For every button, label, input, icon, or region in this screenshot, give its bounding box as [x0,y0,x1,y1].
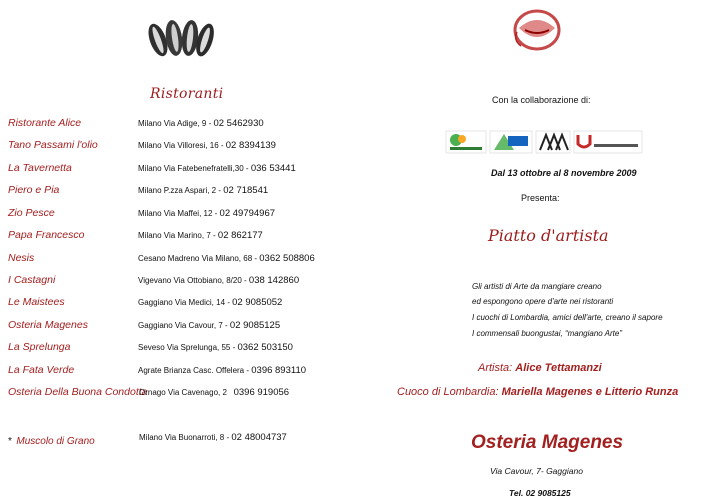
address-text: Milano Via Marino, 7 - [138,231,216,240]
phone-number: 02 5462930 [213,118,264,129]
restaurant-name: Nesis [8,252,35,264]
list-item [8,364,338,380]
description-line: I commensali buongustai, “mangiano Arte” [472,329,622,338]
lombardia-logo [446,131,486,153]
description-line: Gli artisti di Arte da mangiare creano [472,282,602,291]
restaurant-name: Zio Pesce [8,207,55,219]
venue-phone: Tel. 02 9085125 [509,488,571,498]
restaurant-name: Muscolo di Grano [16,436,95,447]
restaurant-name: Le Maistees [8,296,65,308]
address-text: Milano Via Adige, 9 - [138,119,212,128]
restaurant-name: Osteria Magenes [8,319,88,331]
list-item [8,117,338,133]
address-text: Milano Via Fatebenefratelli,30 - [138,164,249,173]
restaurant-name: Ristorante Alice [8,117,82,129]
phone-number: 0396 919056 [233,387,290,398]
event-dates: Dal 13 ottobre al 8 novembre 2009 [491,168,637,178]
phone-number: 02 49794967 [219,208,276,219]
list-item [8,386,338,402]
restaurant-name: Osteria Della Buona Condotta [8,386,148,398]
phone-number: 036 53441 [250,163,296,174]
artist-line [478,362,602,374]
phone-number: 02 8394139 [225,140,276,151]
restaurant-name: I Castagni [8,274,56,286]
phone-number: 0362 503150 [237,342,293,353]
list-item [8,252,338,268]
venue-name: Osteria Magenes [471,432,624,453]
restaurant-name: Piero e Pia [8,184,60,196]
restaurant-address [138,253,315,264]
ama-logo [536,131,570,153]
restaurant-name: Papa Francesco [8,229,85,241]
restaurant-address [138,342,293,353]
list-item [8,319,338,335]
venue-address: Via Cavour, 7- Gaggiano [490,466,583,476]
phone-number: 02 718541 [223,185,269,196]
list-item [8,274,338,290]
asterisk-marker: * [8,436,12,447]
restaurant-address [138,365,306,376]
seeds-image [142,14,222,62]
restaurant-address [138,297,282,308]
restaurant-name: La Tavernetta [8,162,72,174]
address-text: Gaggiano Via Cavour, 7 - [138,321,228,330]
restaurant-name: Tano Passami l'olio [8,139,98,151]
chef-names: Mariella Magenes e Litterio Runza [501,386,679,398]
address-text: Milano Via Buonarroti, 8 - [139,433,230,442]
restaurant-address [138,185,268,196]
societa-umanitaria-logo [574,131,642,153]
chef-line [397,386,678,398]
phone-number: 02 9085125 [229,320,281,331]
description-line: I cuochi di Lombardia, amici dell'arte, creano il sapore [472,313,663,322]
restaurant-name: La Sprelunga [8,341,71,353]
arte-da-mangiare-logo [505,6,569,56]
list-item [8,184,338,200]
address-text: Seveso Via Sprelunga, 55 - [138,343,236,352]
phone-number: 02 9085052 [232,297,283,308]
list-item [8,162,338,178]
list-item [8,139,338,155]
restaurant-address [138,118,264,129]
artist-label: Artista: [478,362,513,374]
address-text: Milano Via Villoresi, 16 - [138,141,224,150]
partner-logos [444,130,644,154]
asl-logo [490,131,532,153]
phone-number: 0362 508806 [259,253,315,264]
address-text: Cesano Madreno Via Milano, 68 - [138,254,258,263]
description-line: ed espongono opere d'arte nei ristoranti [472,297,614,306]
list-item [8,296,338,312]
list-item [8,207,338,223]
address-text: Agrate Brianza Casc. Offelera - [138,366,250,375]
phone-number: 02 862177 [217,230,263,241]
restaurant-address [138,230,263,241]
presents-text: Presenta: [521,193,560,203]
collaboration-text: Con la collaborazione di: [492,95,591,105]
phone-number: 0396 893110 [251,365,307,376]
phone-number: 038 142860 [248,275,300,286]
artist-name: Alice Tettamanzi [515,362,602,374]
address-text: Milano P.zza Aspari, 2 - [138,186,222,195]
list-item [8,341,338,357]
address-text: Ornago Via Cavenago, 2 [139,388,227,397]
restaurant-address [138,163,296,174]
address-text: Milano Via Maffei, 12 - [138,209,218,218]
restaurant-address [139,387,289,398]
address-text: Gaggiano Via Medici, 14 - [138,298,230,307]
restaurant-address [138,140,276,151]
restaurant-address [138,275,299,286]
phone-number: 02 48004737 [231,432,287,443]
restaurant-address [139,432,287,443]
address-text: Vigevano Via Ottobiano, 8/20 - [138,276,247,285]
restaurant-name: La Fata Verde [8,364,75,376]
restaurant-address [138,320,280,331]
restaurants-heading: Ristoranti [150,86,224,102]
list-item [8,229,338,245]
chef-label: Cuoco di Lombardia: [397,386,499,398]
event-title: Piatto d'artista [488,226,609,245]
restaurant-address [138,208,275,219]
extra-restaurant [8,431,338,447]
